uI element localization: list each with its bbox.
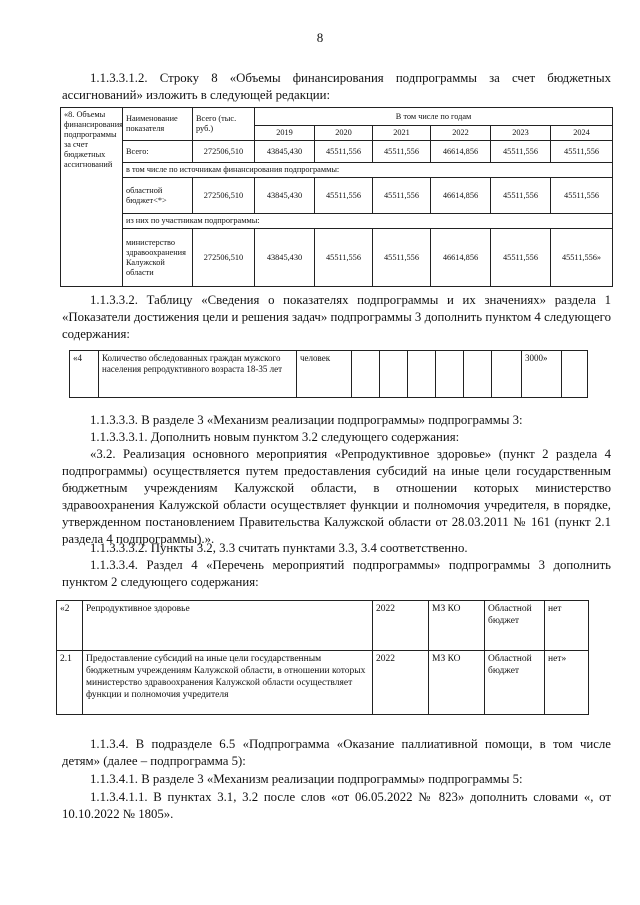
header-years-caption: В том числе по годам <box>255 108 613 126</box>
financing-table <box>60 107 613 287</box>
activity-year: 2022 <box>373 601 429 651</box>
empty-cell <box>352 351 380 398</box>
row-regional-budget-value: 45511,556 <box>315 178 373 214</box>
row-regional-budget-value: 45511,556 <box>373 178 431 214</box>
indicator-unit: человек <box>297 351 352 398</box>
paragraph-1-1-3-3-3: 1.1.3.3.3. В разделе 3 «Механизм реализации подпрограммы» подпрограммы 3: <box>90 413 523 427</box>
activity-executor: МЗ КО <box>429 601 485 651</box>
span-sources: в том числе по источникам финансирования подпрограммы: <box>123 163 613 178</box>
row-ministry-value: 45511,556 <box>315 229 373 287</box>
empty-cell <box>464 351 492 398</box>
row-regional-budget-label: областной бюджет<*> <box>123 178 193 214</box>
activity-year: 2022 <box>373 651 429 715</box>
activity-amount: нет» <box>545 651 589 715</box>
paragraph-1-1-3-4-1-1: 1.1.3.4.1.1. В пунктах 3.1, 3.2 после слов «от 06.05.2022 № 823» дополнить словами «, от 10.10.2022 № 1805». <box>62 790 611 821</box>
activity-source: Областной бюджет <box>485 651 545 715</box>
empty-cell <box>436 351 464 398</box>
row-regional-budget-sum: 272506,510 <box>193 178 255 214</box>
paragraph-1-1-3-3-4: 1.1.3.3.4. Раздел 4 «Перечень мероприятий подпрограммы» подпрограммы 3 дополнить пунктом 2 следующего содержания: <box>62 558 611 589</box>
row-total-value: 45511,556 <box>373 141 431 163</box>
year-header: 2020 <box>315 126 373 141</box>
paragraph-3-2-text: «3.2. Реализация основного мероприятия «Репродуктивное здоровье» (пункт 2 раздела 4 подпрограммы) осуществляется путем предоставления субсидий на иные цели государственным бюджетным учреждениям Калужской области, в отношении которых министерство здравоохранения Калужской области осуществляет функции и полномочия учредителя, в порядке, утвержденном постановлением Правительства Калужской области от 28.03.2011 № 161 (пункт 2.1 раздела 4 подпрограммы).». <box>62 447 611 546</box>
paragraph-1-1-3-3-3-1: 1.1.3.3.3.1. Дополнить новым пунктом 3.2 следующего содержания: <box>90 430 460 444</box>
indicator-number: «4 <box>70 351 99 398</box>
row-regional-budget-value: 46614,856 <box>431 178 491 214</box>
empty-cell <box>380 351 408 398</box>
activity-executor: МЗ КО <box>429 651 485 715</box>
row-total-value: 46614,856 <box>431 141 491 163</box>
indicator-name: Количество обследованных граждан мужского населения репродуктивного возраста 18-35 лет <box>99 351 297 398</box>
activity-name: Предоставление субсидий на иные цели государственным бюджетным учреждениям Калужской области, в отношении которых министерство здравоохранения Калужской области осуществляет функции и полномочия учредителя <box>83 651 373 715</box>
row-ministry-value: 43845,430 <box>255 229 315 287</box>
paragraph-1-1-3-3-3-2: 1.1.3.3.3.2. Пункты 3.2, 3.3 считать пунктами 3.3, 3.4 соответственно. <box>90 541 468 555</box>
row-total-sum: 272506,510 <box>193 141 255 163</box>
empty-cell <box>492 351 522 398</box>
activity-amount: нет <box>545 601 589 651</box>
row-ministry-label: министерство здравоохранения Калужской области <box>123 229 193 287</box>
year-header: 2021 <box>373 126 431 141</box>
row-ministry-value: 46614,856 <box>431 229 491 287</box>
header-total: Всего (тыс. руб.) <box>193 108 255 141</box>
year-header: 2024 <box>551 126 613 141</box>
row-total-label: Всего: <box>123 141 193 163</box>
row-regional-budget-value: 45511,556 <box>551 178 613 214</box>
row-ministry-value: 45511,556» <box>551 229 613 287</box>
year-header: 2019 <box>255 126 315 141</box>
year-header: 2022 <box>431 126 491 141</box>
empty-cell <box>562 351 588 398</box>
row-ministry-value: 45511,556 <box>491 229 551 287</box>
year-header: 2023 <box>491 126 551 141</box>
page-number: 8 <box>316 30 324 45</box>
paragraph-1-1-3-4-1: 1.1.3.4.1. В разделе 3 «Механизм реализации подпрограммы» подпрограммы 5: <box>90 772 523 786</box>
paragraph-1-1-3-3-2: 1.1.3.3.2. Таблицу «Сведения о показателях подпрограммы и их значениях» раздела 1 «Показатели достижения цели и решения задач» подпрограммы 3 дополнить пунктом 4 следующего содержания: <box>62 293 611 341</box>
span-participants: из них по участникам подпрограммы: <box>123 214 613 229</box>
row-ministry-value: 45511,556 <box>373 229 431 287</box>
activity-number: 2.1 <box>57 651 83 715</box>
activity-name: Репродуктивное здоровье <box>83 601 373 651</box>
row-ministry-sum: 272506,510 <box>193 229 255 287</box>
empty-cell <box>408 351 436 398</box>
row-regional-budget-value: 45511,556 <box>491 178 551 214</box>
activity-source: Областной бюджет <box>485 601 545 651</box>
row-regional-budget-value: 43845,430 <box>255 178 315 214</box>
activity-number: «2 <box>57 601 83 651</box>
indicators-table <box>69 350 588 398</box>
row-total-value: 45511,556 <box>551 141 613 163</box>
paragraph-1-1-3-4: 1.1.3.4. В подразделе 6.5 «Подпрограмма «Оказание паллиативной помощи, в том числе детям» (далее – подпрограмма 5): <box>62 737 611 768</box>
row-total-value: 45511,556 <box>315 141 373 163</box>
row-total-value: 45511,556 <box>491 141 551 163</box>
financing-row-label: «8. Объемы финансирования подпрограммы за счет бюджетных ассигнований <box>61 108 123 287</box>
indicator-value: 3000» <box>522 351 562 398</box>
activities-table <box>56 600 589 715</box>
header-name: Наименование показателя <box>123 108 193 141</box>
row-total-value: 43845,430 <box>255 141 315 163</box>
paragraph-1-1-3-3-1-2: 1.1.3.3.1.2. Строку 8 «Объемы финансирования подпрограммы за счет бюджетных ассигнований» изложить в следующей редакции: <box>62 71 611 102</box>
